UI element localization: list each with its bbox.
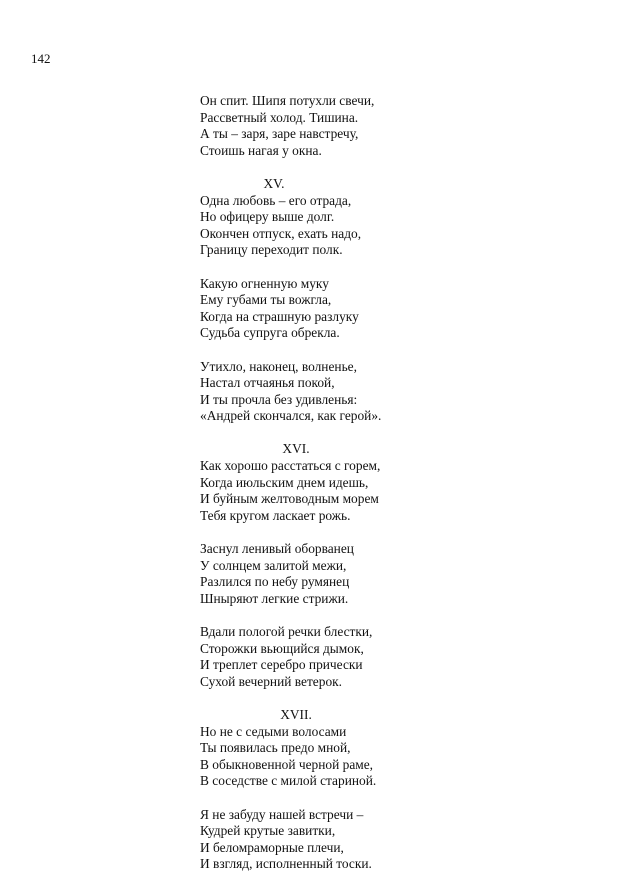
verse-line: Рассветный холод. Тишина. (200, 109, 359, 125)
verse-line: А ты – заря, заре навстречу, (200, 126, 359, 142)
verse-line: Тебя кругом ласкает рожь. (200, 507, 351, 523)
verse-line: Ему губами ты вожгла, (200, 292, 332, 308)
verse-line: В соседстве с милой стариной. (200, 773, 377, 789)
verse-line: И треплет серебро прически (200, 657, 363, 673)
verse-line: Но офицеру выше долг. (200, 209, 335, 225)
verse-line: И взгляд, исполненный тоски. (200, 856, 372, 872)
verse-line: Какую огненную муку (200, 275, 329, 291)
stanza (200, 359, 500, 425)
poem-text (200, 93, 500, 873)
verse-line: Как хорошо расстаться с горем, (200, 458, 381, 474)
stanza (200, 724, 500, 790)
verse-line: Но не с седыми волосами (200, 723, 347, 739)
verse-line: «Андрей скончался, как герой». (200, 408, 382, 424)
section-heading: XVII. (280, 706, 312, 722)
stanza (200, 624, 500, 690)
verse-line: Я не забуду нашей встречи – (200, 806, 364, 822)
verse-line: И беломраморные плечи, (200, 839, 344, 855)
page-number: 142 (31, 51, 51, 66)
verse-line: И буйным желтоводным морем (200, 491, 379, 507)
verse-line: Когда июльским днем идешь, (200, 474, 369, 490)
section-heading: XVI. (282, 441, 310, 457)
verse-line: Ты появилась предо мной, (200, 740, 351, 756)
verse-line: Шныряют легкие стрижи. (200, 590, 349, 606)
verse-line: Настал отчаянья покой, (200, 375, 335, 391)
verse-line: Вдали пологой речки блестки, (200, 624, 373, 639)
stanza (200, 276, 500, 342)
verse-line: Кудрей крутые завитки, (200, 823, 336, 839)
verse-line: Сухой вечерний ветерок. (200, 673, 342, 689)
verse-line: Окончен отпуск, ехать надо, (200, 225, 362, 241)
verse-line: Когда на страшную разлуку (200, 308, 359, 324)
section-heading: XV. (263, 175, 285, 191)
stanza (200, 541, 500, 607)
verse-line: Границу переходит полк. (200, 242, 343, 258)
stanza (200, 193, 500, 259)
verse-line: У солнцем залитой межи, (200, 557, 347, 573)
verse-line: Сторожки вьющийся дымок, (200, 640, 364, 656)
verse-line: И ты прочла без удивленья: (200, 391, 358, 407)
verse-line: В обыкновенной черной раме, (200, 756, 374, 772)
stanza (200, 458, 500, 524)
stanza (200, 807, 500, 873)
verse-line: Заснул ленивый оборванец (200, 541, 354, 557)
verse-line: Он спит. Шипя потухли свечи, (200, 93, 375, 108)
verse-line: Утихло, наконец, волненье, (200, 358, 357, 374)
stanza (200, 93, 500, 159)
verse-line: Одна любовь – его отрада, (200, 192, 352, 208)
verse-line: Судьба супруга обрекла. (200, 325, 340, 341)
verse-line: Разлился по небу румянец (200, 574, 350, 590)
verse-line: Стоишь нагая у окна. (200, 142, 322, 158)
